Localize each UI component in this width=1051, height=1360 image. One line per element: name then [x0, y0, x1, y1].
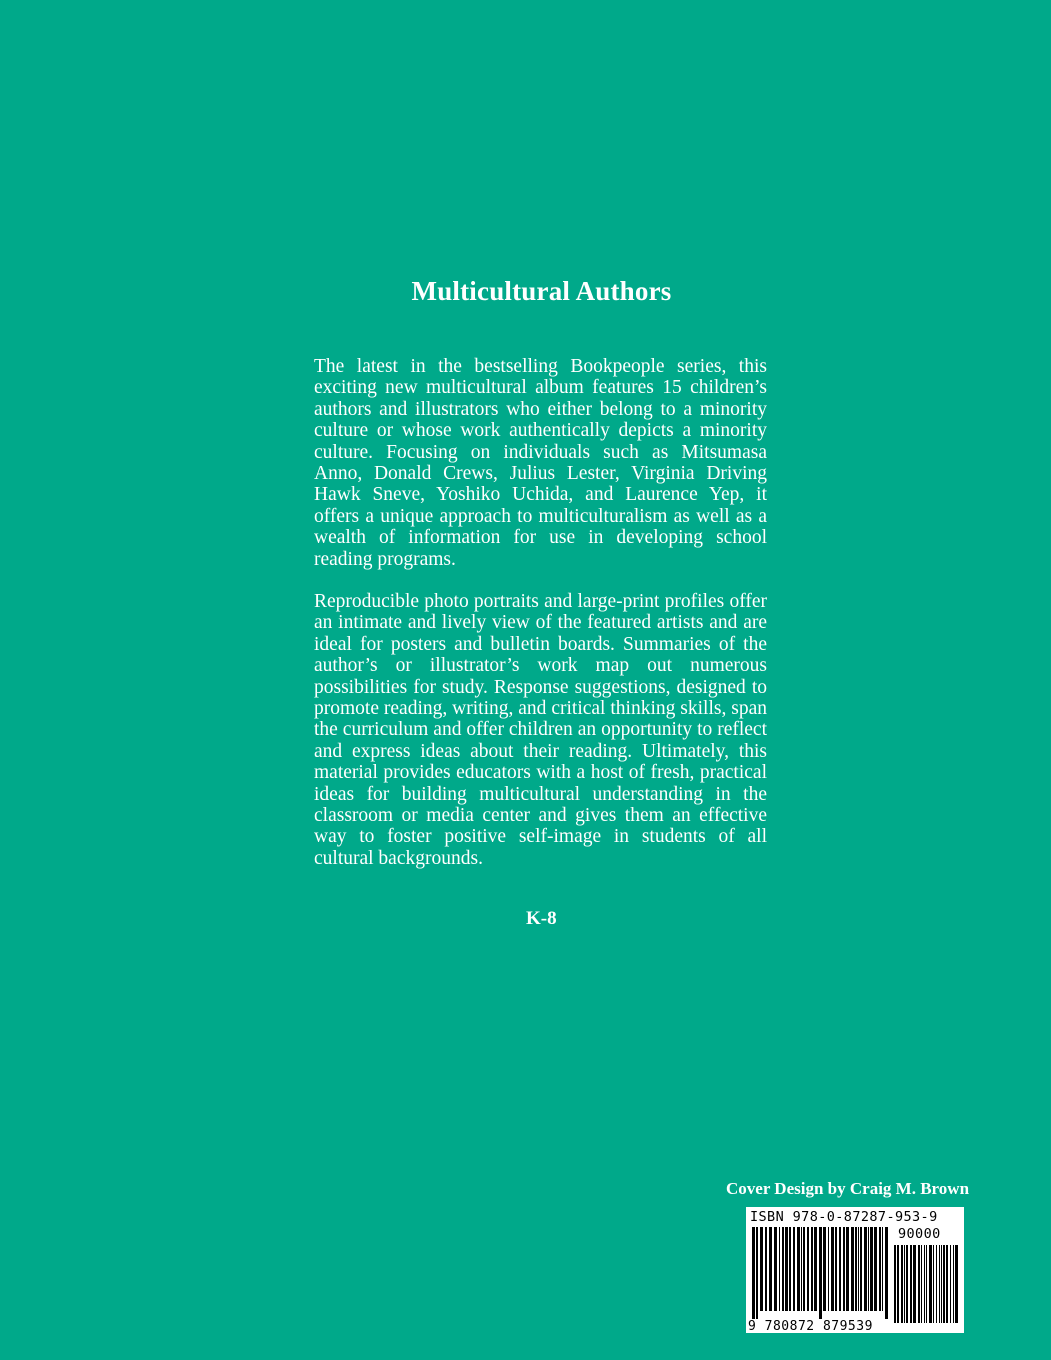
description-paragraph-2: Reproducible photo portraits and large-print profiles offer an intimate and lively view of the featured artists and are ideal for posters and bulletin boards. Summaries of the author’s or illustrator’s work map out numerous possibilities for study. Response suggestions, designed to promote reading, writing, and critical thinking skills, span the curriculum and offer children an opportunity to reflect and express ideas about their reading. Ultimately, this material provides educators with a host of fresh, practical ideas for building multicultural understanding in the classroom or media center and gives them an effective way to foster positive self-image in students of all cultural backgrounds.	[314, 591, 767, 869]
isbn-text: ISBN 978-0-87287-953-9	[750, 1209, 938, 1225]
book-title: Multicultural Authors	[411, 276, 672, 306]
isbn-barcode	[746, 1207, 964, 1333]
description-paragraph-1: The latest in the bestselling Bookpeople series, this exciting new multicultural album features 15 children’s authors and illustrators who either belong to a minority culture or whose work authentically depicts a minority culture. Focusing on individuals such as Mitsumasa Anno, Donald Crews, Julius Lester, Virginia Driving Hawk Sneve, Yoshiko Uchida, and Laurence Yep, it offers a unique approach to multiculturalism as well as a wealth of information for use in developing school reading programs.	[314, 356, 767, 570]
ean-digits: 9 780872 879539	[748, 1319, 873, 1334]
barcode-bars	[752, 1227, 888, 1319]
grade-level: K-8	[526, 908, 557, 929]
cover-design-credit: Cover Design by Craig M. Brown	[726, 1179, 970, 1198]
price-barcode-bars	[894, 1245, 958, 1331]
price-code: 90000	[898, 1226, 941, 1242]
